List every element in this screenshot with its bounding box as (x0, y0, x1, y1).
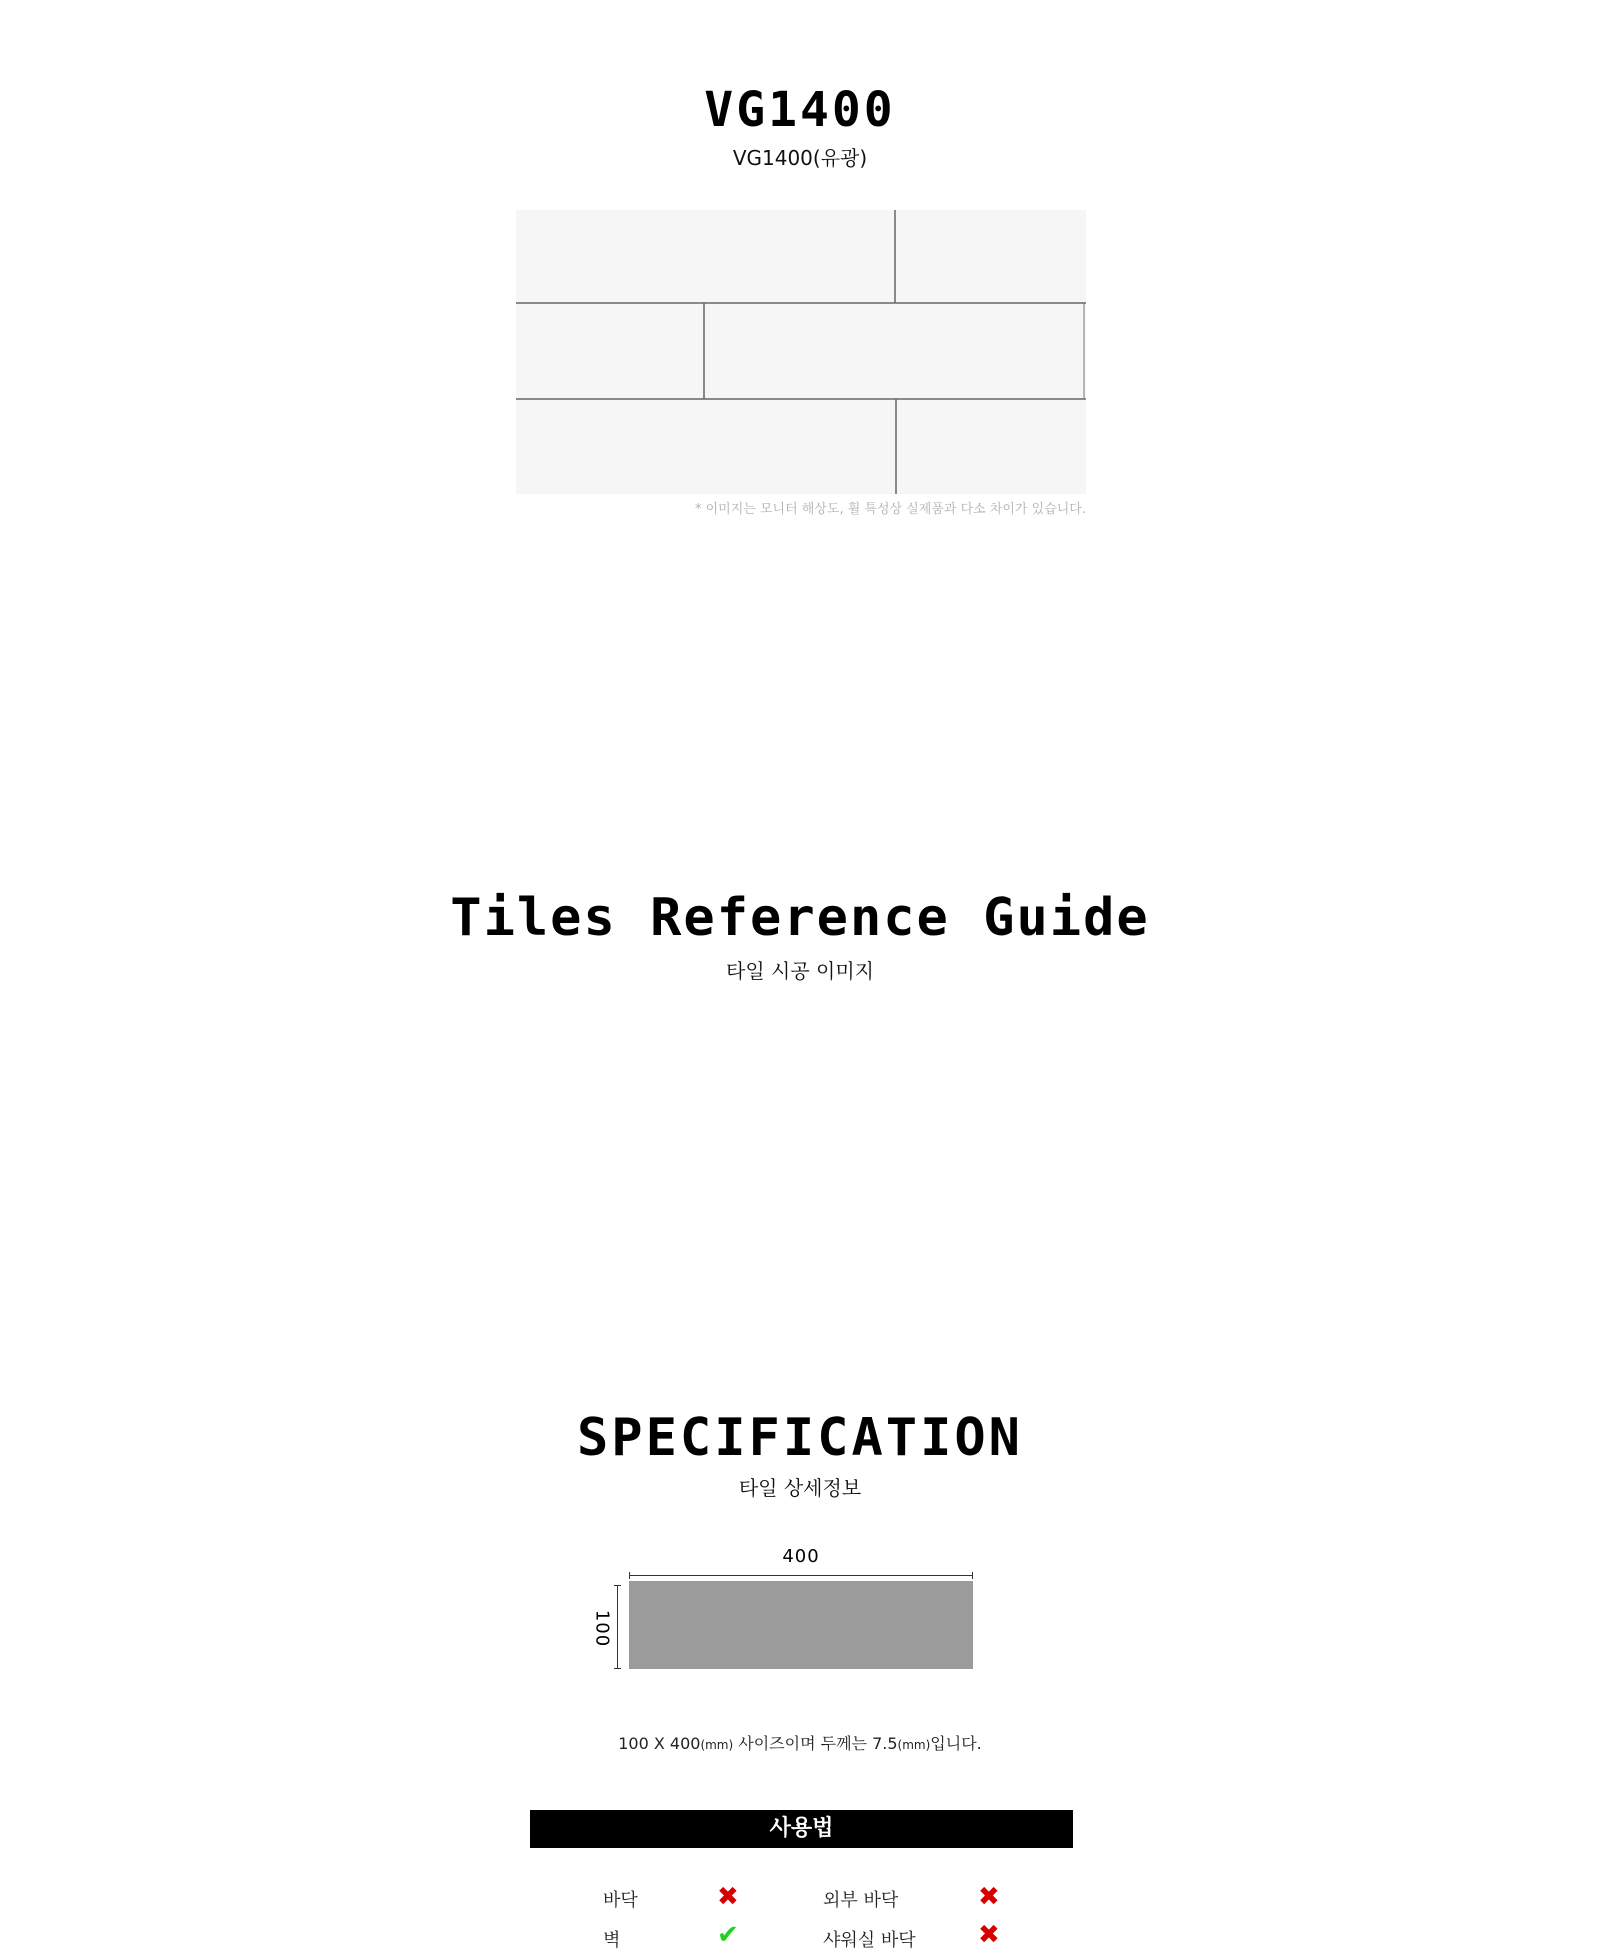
spec-title: SPECIFICATION (577, 1408, 1023, 1468)
usage-exterior-floor-cross-icon: ✖ (978, 1882, 1000, 1912)
spec-subtitle: 타일 상세정보 (738, 1476, 862, 1500)
size-description-end: 입니다. (930, 1734, 982, 1753)
thickness-unit: (mm) (897, 1738, 931, 1752)
width-dimension-line (629, 1575, 973, 1576)
tile-image (516, 210, 1086, 494)
usage-label-shower-floor: 샤워실 바닥 (823, 1930, 916, 1951)
width-tick-right (972, 1572, 973, 1579)
tile-grout-pattern (516, 210, 1086, 494)
usage-wall-check-icon: ✔ (717, 1920, 739, 1950)
reference-title: Tiles Reference Guide (450, 888, 1150, 948)
size-description (0, 1731, 1600, 1754)
height-tick-bottom (614, 1668, 621, 1669)
usage-shower-floor-cross-icon: ✖ (978, 1920, 1000, 1950)
thickness-text: 사이즈이며 두께는 7.5 (733, 1734, 898, 1753)
height-dimension-label: 100 (591, 1609, 613, 1648)
product-title: VG1400 (704, 82, 896, 138)
height-dimension-line (617, 1585, 618, 1669)
tile-size-diagram (629, 1581, 973, 1669)
usage-label-floor: 바닥 (603, 1890, 638, 1911)
height-tick-top (614, 1585, 621, 1586)
width-tick-left (629, 1572, 630, 1579)
product-subtitle: VG1400(유광) (732, 146, 868, 170)
usage-label-wall: 벽 (603, 1930, 621, 1951)
width-dimension-label: 400 (782, 1546, 820, 1567)
size-value: 100 X 400 (618, 1734, 701, 1753)
usage-header: 사용법 (530, 1810, 1073, 1848)
reference-subtitle: 타일 시공 이미지 (726, 959, 874, 983)
usage-floor-cross-icon: ✖ (717, 1882, 739, 1912)
image-disclaimer: * 이미지는 모니터 해상도, 휠 특성상 실제품과 다소 차이가 있습니다. (694, 502, 1086, 517)
size-unit: (mm) (700, 1738, 734, 1752)
usage-label-exterior-floor: 외부 바닥 (823, 1890, 899, 1911)
